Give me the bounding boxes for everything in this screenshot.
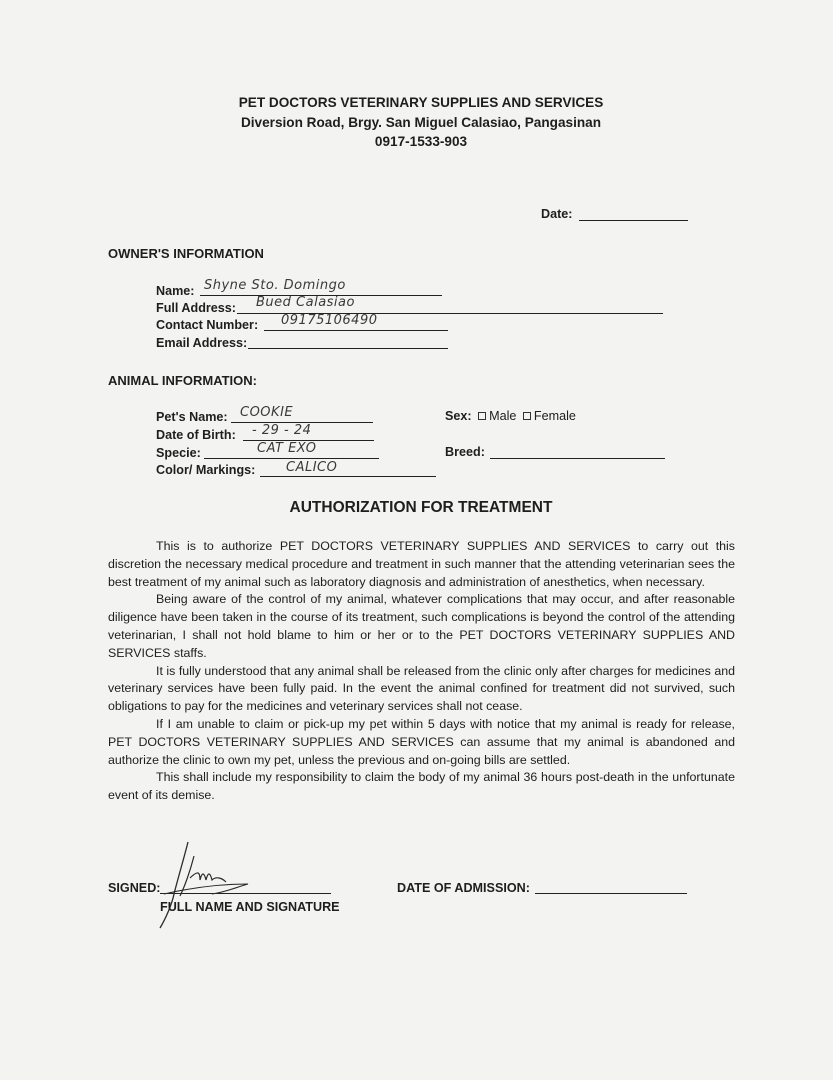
pet-name-value[interactable]: COOKIE xyxy=(240,405,294,420)
contact-line[interactable] xyxy=(264,330,448,331)
paragraph-3: It is fully understood that any animal shall be released from the clinic only after charges for medicines and veterinary services have been fully paid. In the event the animal confined for treatment did not survived, such obligations to pay for the medicines and veterinary services shall not cease. xyxy=(108,663,735,714)
animal-heading: ANIMAL INFORMATION: xyxy=(108,373,257,388)
female-checkbox[interactable] xyxy=(523,412,531,420)
signature-caption: FULL NAME AND SIGNATURE xyxy=(160,900,340,914)
authorization-body xyxy=(108,538,735,805)
species-value[interactable]: CAT EXO xyxy=(257,441,317,456)
admission-label: DATE OF ADMISSION: xyxy=(397,881,530,895)
color-label: Color/ Markings: xyxy=(156,463,256,477)
signed-label: SIGNED: xyxy=(108,881,161,895)
email-line[interactable] xyxy=(248,348,448,349)
date-label: Date: xyxy=(541,207,573,221)
paragraph-1: This is to authorize PET DOCTORS VETERINARY SUPPLIES AND SERVICES to carry out this discretion the necessary medical procedure and treatment in such manner that the attending veterinarian sees the best treatment of my animal such as laboratory diagnosis and administration of anesthetics, when necessary. xyxy=(108,539,735,589)
company-address: Diversion Road, Brgy. San Miguel Calasiao, Pangasinan xyxy=(240,115,602,130)
pet-name-label: Pet's Name: xyxy=(156,410,228,424)
color-value[interactable]: CALICO xyxy=(286,460,338,475)
address-label: Full Address: xyxy=(156,301,237,315)
company-name: PET DOCTORS VETERINARY SUPPLIES AND SERVICES xyxy=(238,95,604,110)
species-label: Specie: xyxy=(156,446,201,460)
name-value[interactable]: Shyne Sto. Domingo xyxy=(204,278,346,293)
color-line[interactable] xyxy=(260,476,436,477)
authorization-title: AUTHORIZATION FOR TREATMENT xyxy=(289,499,553,516)
male-checkbox[interactable] xyxy=(478,412,486,420)
signature-image xyxy=(150,838,260,930)
contact-label: Contact Number: xyxy=(156,318,259,332)
address-value[interactable]: Bued Calasiao xyxy=(256,295,355,310)
breed-label: Breed: xyxy=(445,445,485,459)
male-label: Male xyxy=(489,409,517,423)
name-label: Name: xyxy=(156,284,195,298)
owner-heading: OWNER'S INFORMATION xyxy=(108,246,264,261)
female-label: Female xyxy=(533,409,576,423)
paragraph-4: If I am unable to claim or pick-up my pet within 5 days with notice that my animal is ready for release, PET DOCTORS VETERINARY SUPPLIES AND SERVICES can assume that my animal is abandoned and authorize the clinic to own my pet, unless the previous and on-going bills are settled. xyxy=(108,716,735,767)
contact-value[interactable]: 09175106490 xyxy=(281,313,378,328)
date-line[interactable] xyxy=(579,220,688,221)
dob-label: Date of Birth: xyxy=(156,428,236,442)
sex-field xyxy=(445,409,576,423)
sex-label: Sex: xyxy=(445,409,472,423)
paragraph-5: This shall include my responsibility to claim the body of my animal 36 hours post-death in the unfortunate event of its demise. xyxy=(108,770,735,803)
admission-line[interactable] xyxy=(535,893,687,894)
species-line[interactable] xyxy=(204,458,379,459)
paragraph-2: Being aware of the control of my animal, whatever complications that may occur, and after reasonable diligence have been taken in the course of its treatment, such complications is beyond the control of the attending veterinarian, I shall not hold blame to him or her or to the PET DOCTORS VETERINARY SUPPLIES AND SERVICES staffs. xyxy=(108,592,735,660)
email-label: Email Address: xyxy=(156,336,248,350)
breed-line[interactable] xyxy=(490,458,665,459)
company-phone: 0917-1533-903 xyxy=(374,134,468,149)
dob-value[interactable]: - 29 - 24 xyxy=(252,423,312,438)
